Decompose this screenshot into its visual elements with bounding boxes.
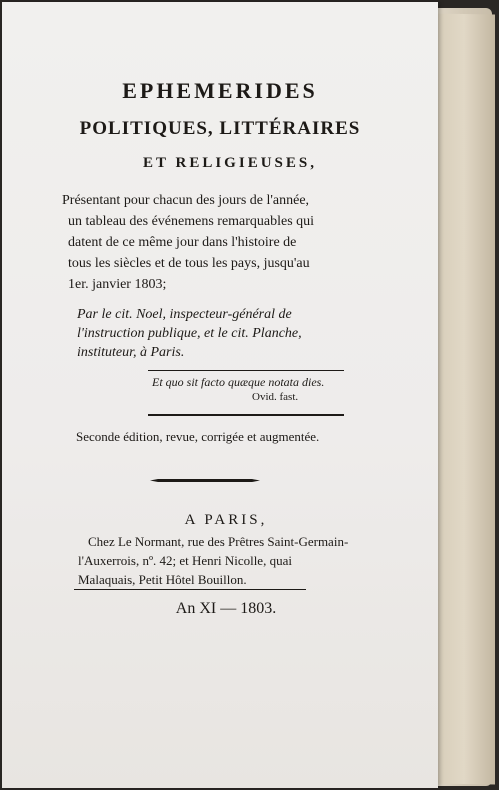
epigraph-bottom-rule — [148, 414, 344, 416]
description-line: tous les siècles et de tous les pays, jusqu'au — [68, 256, 310, 271]
description — [62, 190, 372, 295]
ornamental-rule — [150, 478, 260, 483]
description-line: Présentant pour chacun des jours de l'année, — [62, 193, 310, 208]
title-line-2: POLITIQUES, LITTÉRAIRES — [79, 118, 361, 139]
imprint-line: Chez Le Normant, rue des Prêtres Saint-Germain- — [88, 534, 349, 549]
edition-note: Seconde édition, revue, corrigée et augmentée. — [76, 429, 320, 444]
epigraph-top-rule — [148, 370, 344, 371]
imprint — [78, 532, 348, 589]
imprint-line: l'Auxerrois, nº. 42; et Henri Nicolle, quai — [78, 553, 292, 568]
back-page-stack — [432, 13, 495, 784]
description-line: 1er. janvier 1803; — [68, 277, 167, 292]
date-top-rule — [74, 589, 306, 590]
authors — [77, 305, 302, 362]
authors-line: instituteur, à Paris. — [77, 345, 185, 360]
title-line-3: ET RELIGIEUSES, — [143, 155, 317, 171]
imprint-city: A PARIS, — [184, 512, 268, 528]
epigraph-quote: Et quo sit facto quæque notata dies. — [152, 375, 325, 389]
title-line-1: EPHEMERIDES — [122, 78, 318, 103]
description-line: un tableau des événemens remarquables qui — [68, 214, 315, 229]
publication-date: An XI — 1803. — [175, 600, 277, 617]
imprint-line: Malaquais, Petit Hôtel Bouillon. — [78, 572, 247, 587]
epigraph-source: Ovid. fast. — [252, 391, 299, 403]
authors-line: l'instruction publique, et le cit. Planche, — [77, 326, 302, 341]
authors-line: Par le cit. Noel, inspecteur-général de — [77, 307, 292, 322]
title-page — [2, 2, 438, 788]
description-line: datent de ce même jour dans l'histoire de — [68, 235, 297, 250]
